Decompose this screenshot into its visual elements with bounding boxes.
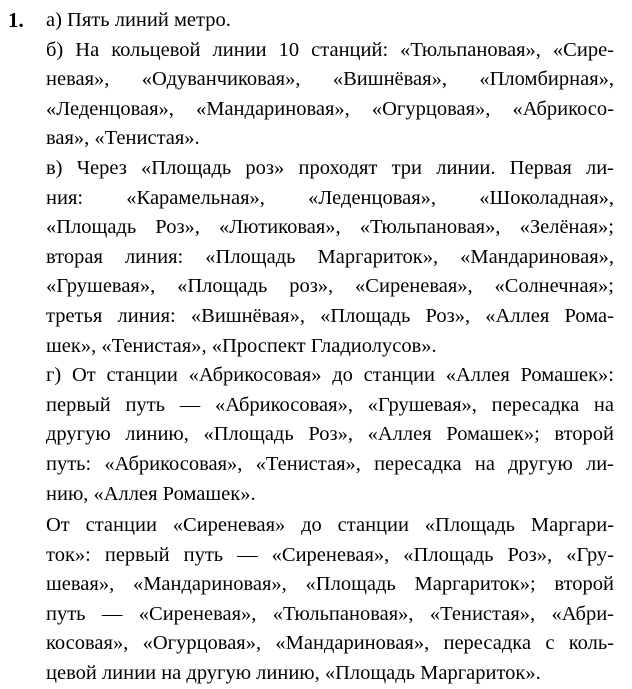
text-line: вторая линия: «Площадь Маргариток», «Мандариновая», <box>46 245 614 268</box>
text-line: цевой линии на другую линию, «Площадь Маргариток». <box>46 662 541 685</box>
text-line: «Площадь Роз», «Лютиковая», «Тюльпановая», «Зелёная»; <box>46 216 614 239</box>
text-line: вая», «Тенистая». <box>46 127 200 150</box>
part-b-paragraph <box>46 36 614 154</box>
text-line: ния: «Карамельная», «Леденцовая», «Шоколадная», <box>46 186 614 209</box>
text-line: От станции «Сиреневая» до станции «Площадь Маргари- <box>46 514 614 537</box>
part-g-second-paragraph <box>46 511 614 689</box>
text-line: г) От станции «Абрикосовая» до станции «Аллея Ромашек»: <box>46 364 614 387</box>
text-line: в) Через «Площадь роз» проходят три линии. Первая ли- <box>46 156 614 179</box>
text-line: «Леденцовая», «Мандариновая», «Огурцовая», «Абрикосо- <box>46 97 614 120</box>
part-a-paragraph <box>46 6 614 36</box>
text-line: нию, «Аллея Ромашек». <box>46 482 256 505</box>
text-line: косовая», «Огурцовая», «Мандариновая», пересадка с коль- <box>46 632 614 655</box>
text-line: ток»: первый путь — «Сиреневая», «Площадь Роз», «Гру- <box>46 543 614 566</box>
text-line: первый путь — «Абрикосовая», «Грушевая», пересадка на <box>46 393 614 416</box>
text-line: путь — «Сиреневая», «Тюльпановая», «Тенистая», «Абри- <box>46 602 614 625</box>
text-line: б) На кольцевой линии 10 станций: «Тюльпановая», «Сире- <box>46 38 614 61</box>
part-g-paragraph <box>46 361 614 509</box>
text-line: невая», «Одуванчиковая», «Вишнёвая», «Пломбирная», <box>46 68 614 91</box>
text-line: третья линия: «Вишнёвая», «Площадь Роз», «Аллея Рома- <box>46 304 614 327</box>
text-line: путь: «Абрикосовая», «Тенистая», пересадка на другую ли- <box>46 452 614 475</box>
text-line: другую линию, «Площадь Роз», «Аллея Ромашек»; второй <box>46 423 614 446</box>
answer-text <box>46 6 614 689</box>
problem-number: 1. <box>8 8 24 32</box>
text-line: шевая», «Мандариновая», «Площадь Маргариток»; второй <box>46 573 614 596</box>
text-line: «Грушевая», «Площадь роз», «Сиреневая», «Солнечная»; <box>46 275 614 298</box>
text-line: шек», «Тенистая», «Проспект Гладиолусов». <box>46 334 437 357</box>
text-line: а) Пять линий метро. <box>46 9 231 31</box>
part-v-paragraph <box>46 154 614 361</box>
